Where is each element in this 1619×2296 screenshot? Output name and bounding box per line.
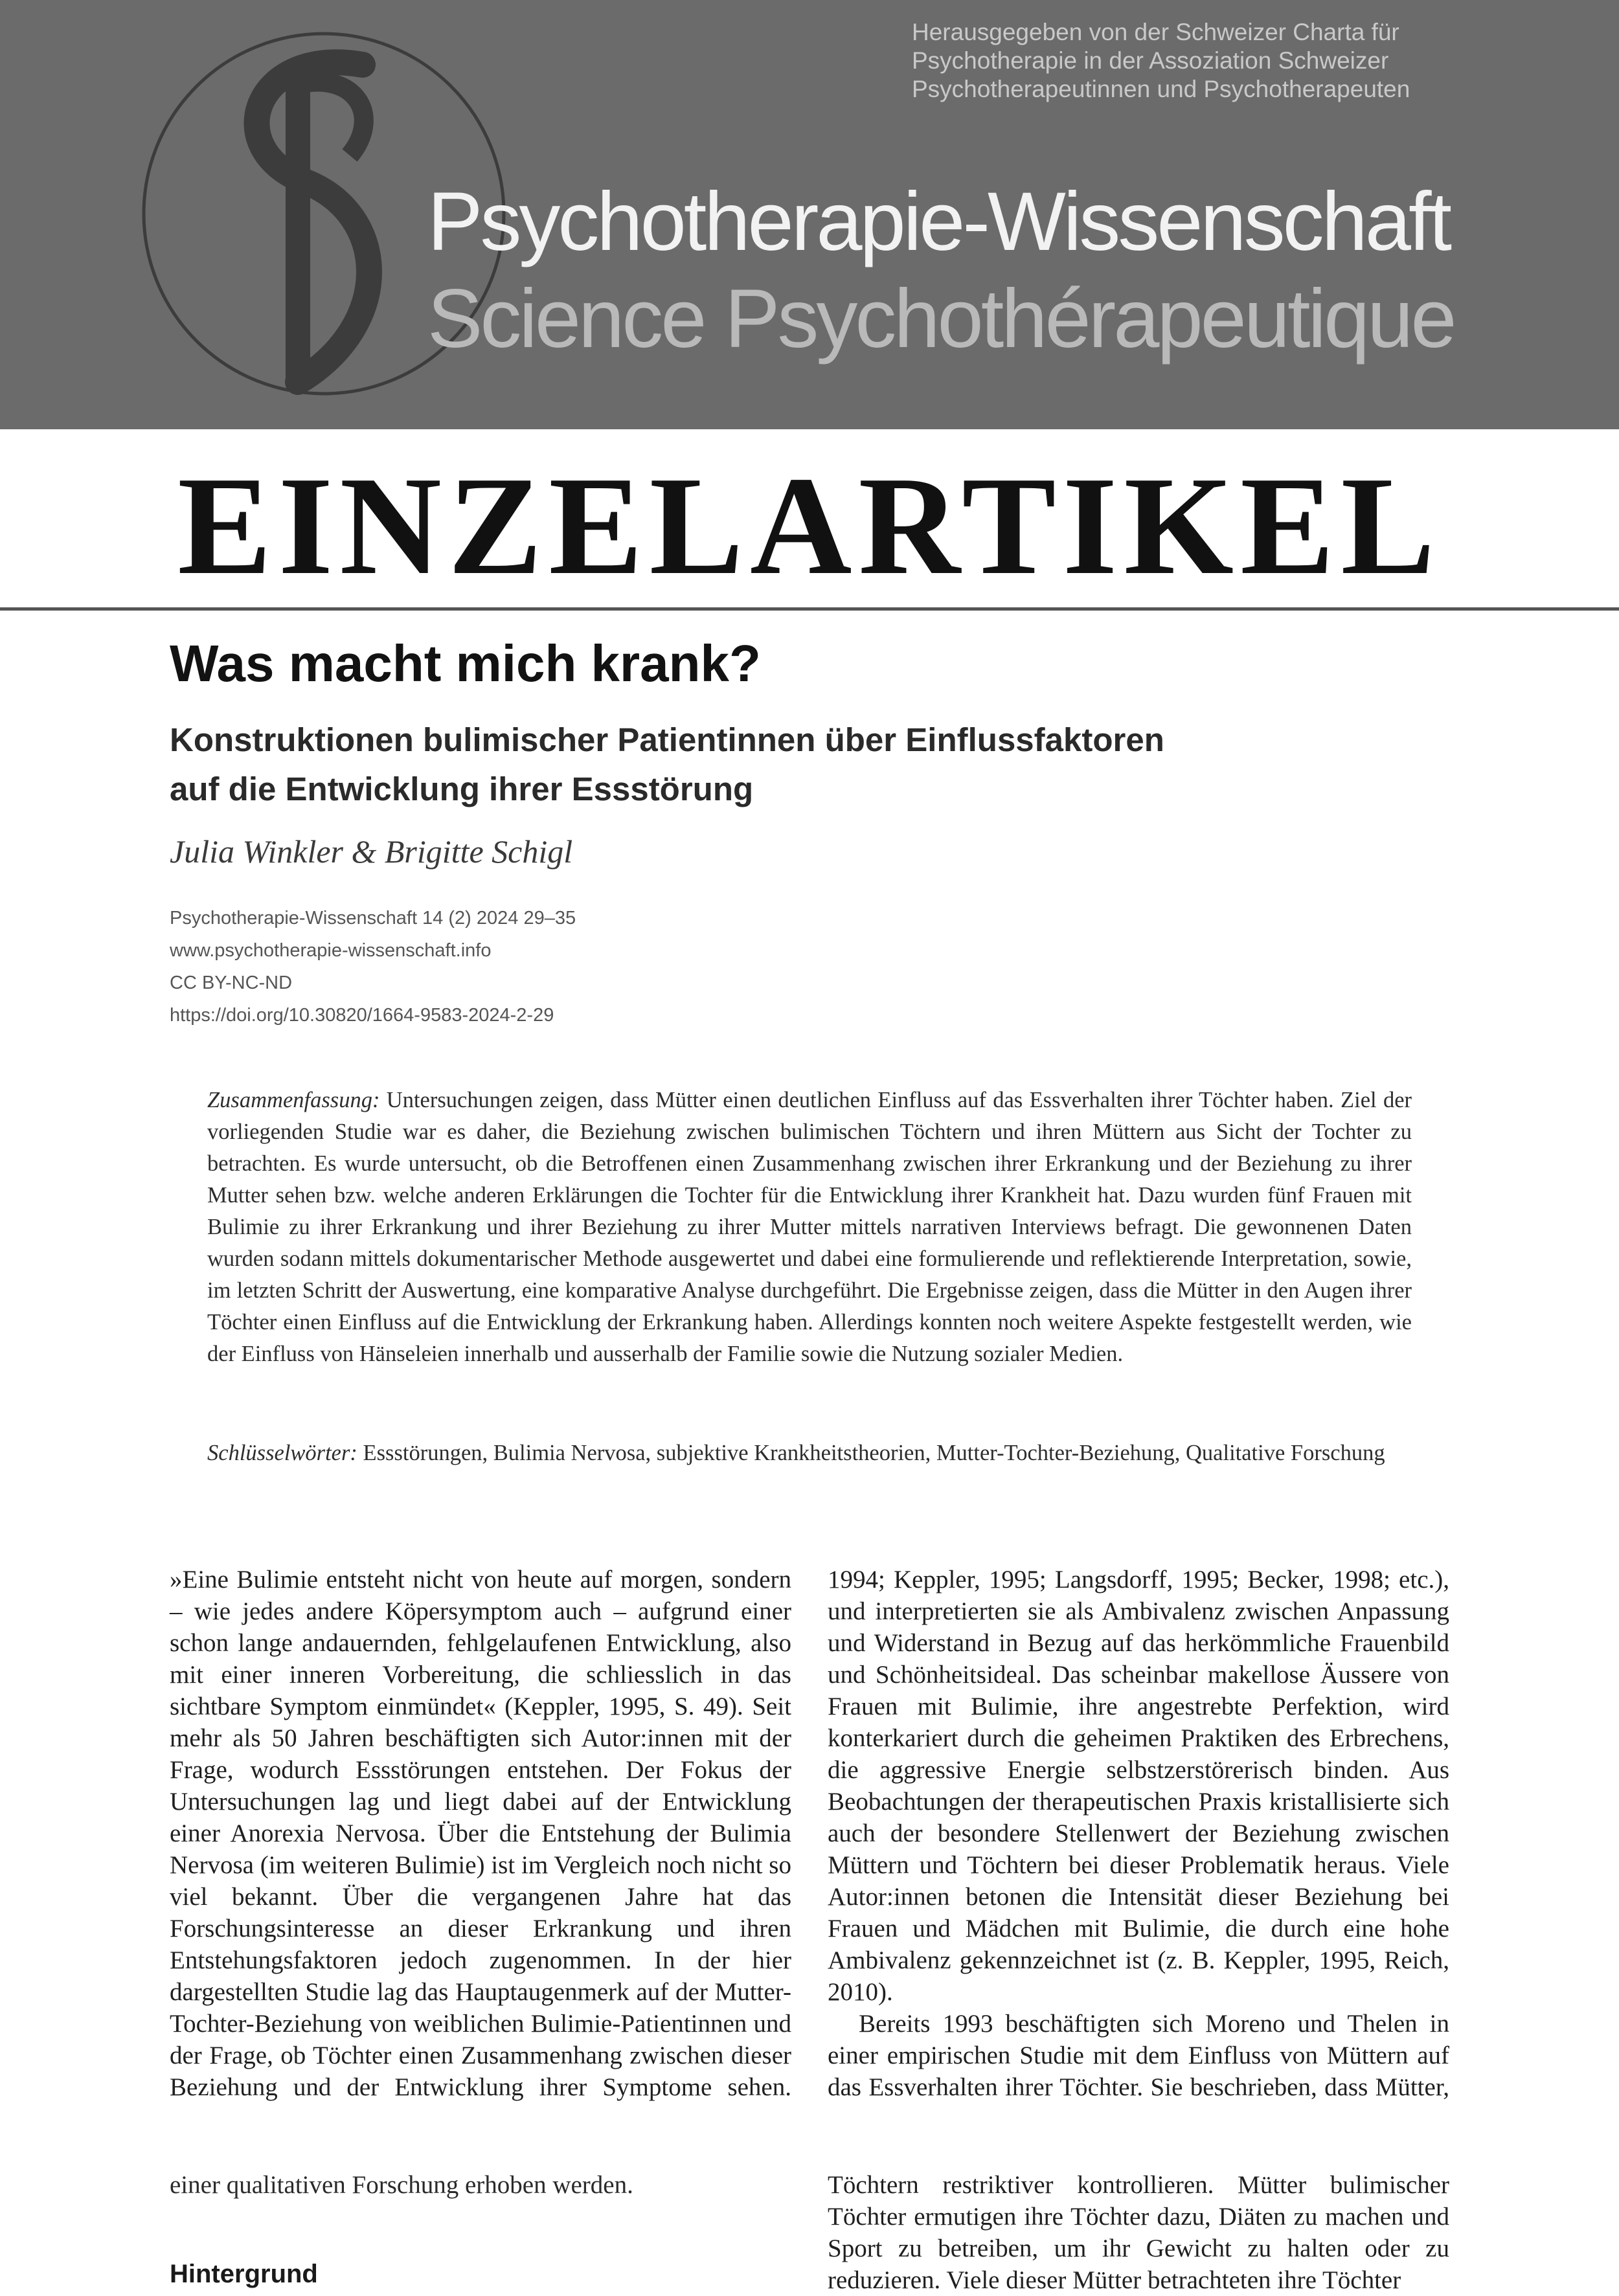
license-line: CC BY-NC-ND <box>170 973 293 993</box>
journal-url-link[interactable]: www.psychotherapie-wissenschaft.info <box>170 940 492 961</box>
abstract <box>207 1085 1412 1370</box>
article-title: Was macht mich krank? <box>170 635 761 692</box>
abstract-label: Zusammenfassung: <box>207 1088 380 1112</box>
citation-line: Psychotherapie-Wissenschaft 14 (2) 2024 29–35 <box>170 908 576 929</box>
citation-meta <box>170 902 576 1031</box>
keywords <box>207 1437 1412 1469</box>
keywords-label: Schlüsselwörter: <box>207 1441 357 1465</box>
body-column-left-tail: einer qualitativen Forschung erhoben werden. <box>170 2171 633 2199</box>
article-subtitle <box>170 715 1400 814</box>
publisher-line: Herausgegeben von der Schweizer Charta für <box>912 19 1399 45</box>
body-paragraph: »Eine Bulimie entsteht nicht von heute auf morgen, sondern – wie jedes andere Köpersymptom auch – aufgrund einer schon lange andauernden, fehlgelaufenen Entwicklung, also mit einer inneren Vorbereitung, die schliesslich in das sichtbare Symptom einmündet« (Keppler, 1995, S. 49). Seit mehr als 50 Jahren beschäftigten sich Autor:innen mit der Frage, wodurch Essstörungen entstehen. Der Fokus der Untersuchungen lag und liegt dabei auf der Entwicklung einer Anorexia Nervosa. Über die Entstehung der Bulimia Nervosa (im weiteren Bulimie) ist im Vergleich noch nicht so viel bekannt. Über die vergangenen Jahre hat das Forschungsinteresse an dieser Erkrankung und ihren Entstehungsfaktoren jedoch zugenommen. In der hier dargestellten Studie lag das Hauptaugenmerk auf der Mutter-Tochter-Beziehung von weiblichen Bulimie-Patientinnen und der Frage, ob Töchter einen Zusammenhang zwischen dieser Beziehung und der Entwicklung ihrer Symptome sehen. <box>170 1566 791 2101</box>
publisher-note <box>912 18 1598 104</box>
journal-name-french: Science Psychothérapeutique <box>427 273 1455 365</box>
keywords-text: Essstörungen, Bulimia Nervosa, subjektive Krankheitstheorien, Mutter-Tochter-Beziehung, Qualitative Forschung <box>363 1441 1385 1465</box>
journal-header <box>0 0 1619 429</box>
article-type-banner <box>0 429 1619 609</box>
subtitle-line: Konstruktionen bulimischer Patientinnen über Einflussfaktoren <box>170 721 1164 758</box>
subtitle-line: auf die Entwicklung ihrer Essstörung <box>170 771 754 807</box>
doi-link[interactable]: https://doi.org/10.30820/1664-9583-2024-2-29 <box>170 1005 554 1026</box>
banner-title: EINZELARTIKEL <box>177 448 1442 604</box>
banner-divider <box>0 607 1619 611</box>
body-paragraph: 1994; Keppler, 1995; Langsdorff, 1995; Becker, 1998; etc.), und interpretierten sie als Ambivalenz zwischen Anpassung und Widerstand in Bezug auf das herkömmliche Frauenbild und Schönheitsideal. Das scheinbar makellose Äussere von Frauen mit Bulimie, ihre angestrebte Perfektion, wird konterkariert durch die geheimen Praktiken des Erbrechens, die aggressive Energie selbstzerstörerisch binden. Aus Beobachtungen der therapeutischen Praxis kristallisierte sich auch der besondere Stellenwert der Beziehung zwischen Müttern und Töchtern bei dieser Problematik heraus. Viele Autor:innen betonen die Intensität dieser Beziehung bei Frauen und Mädchen mit Bulimie, die durch eine hohe Ambivalenz gekennzeichnet ist (z. B. Keppler, 1995, Reich, 2010). <box>828 1566 1449 2006</box>
publisher-line: Psychotherapie in der Assoziation Schweizer <box>912 47 1389 74</box>
journal-name-german: Psychotherapie-Wissenschaft <box>427 175 1450 268</box>
section-heading: Hintergrund <box>170 2260 318 2288</box>
body-column-left <box>170 1564 791 2102</box>
abstract-text: Untersuchungen zeigen, dass Mütter einen deutlichen Einfluss auf das Essverhalten ihrer Töchter haben. Ziel der vorliegenden Studie war es daher, die Beziehung zwischen bulimischen Töchtern und ihren Müttern aus Sicht der Tochter zu betrachten. Es wurde untersucht, ob die Betroffenen einen Zusammenhang zwischen ihrer Erkrankung und der Beziehung zu ihrer Mutter sehen bzw. welche anderen Erklärungen die Tochter für die Entwicklung ihrer Krankheit hat. Dazu wurden fünf Frauen mit Bulimie zu ihrer Erkrankung und ihrer Beziehung zu ihrer Mutter mittels narrativen Interviews befragt. Die gewonnenen Daten wurden sodann mittels dokumentarischer Methode ausgewertet und dabei eine formulierende und reflektierende Interpretation, sowie, im letzten Schritt der Auswertung, eine komparative Analyse durchgeführt. Die Ergebnisse zeigen, dass die Mütter in den Augen ihrer Töchter einen Einfluss auf die Entwicklung der Erkrankung haben. Allerdings konnten noch weitere Aspekte festgestellt werden, wie der Einfluss von Hänseleien innerhalb und ausserhalb der Familie sowie die Nutzung sozialer Medien. <box>207 1088 1412 1366</box>
body-paragraph: Bereits 1993 beschäftigten sich Moreno und Thelen in einer empirischen Studie mit dem Einfluss von Müttern auf das Essverhalten ihrer Töchter. Sie beschrieben, dass Mütter, <box>828 2010 1449 2101</box>
article-authors: Julia Winkler & Brigitte Schigl <box>170 833 573 870</box>
publisher-line: Psychotherapeutinnen und Psychotherapeuten <box>912 76 1410 102</box>
body-column-right-tail: Töchtern restriktiver kontrollieren. Mütter bulimischer Töchter ermutigen ihre Töchter dazu, Diäten zu machen und Sport zu betreiben, um ihr Gewicht zu halten oder zu reduzieren. Viele dieser Mütter betrachteten ihre Töchter <box>828 2171 1449 2294</box>
body-column-right <box>828 1564 1449 2102</box>
page-fade <box>0 2104 1619 2166</box>
